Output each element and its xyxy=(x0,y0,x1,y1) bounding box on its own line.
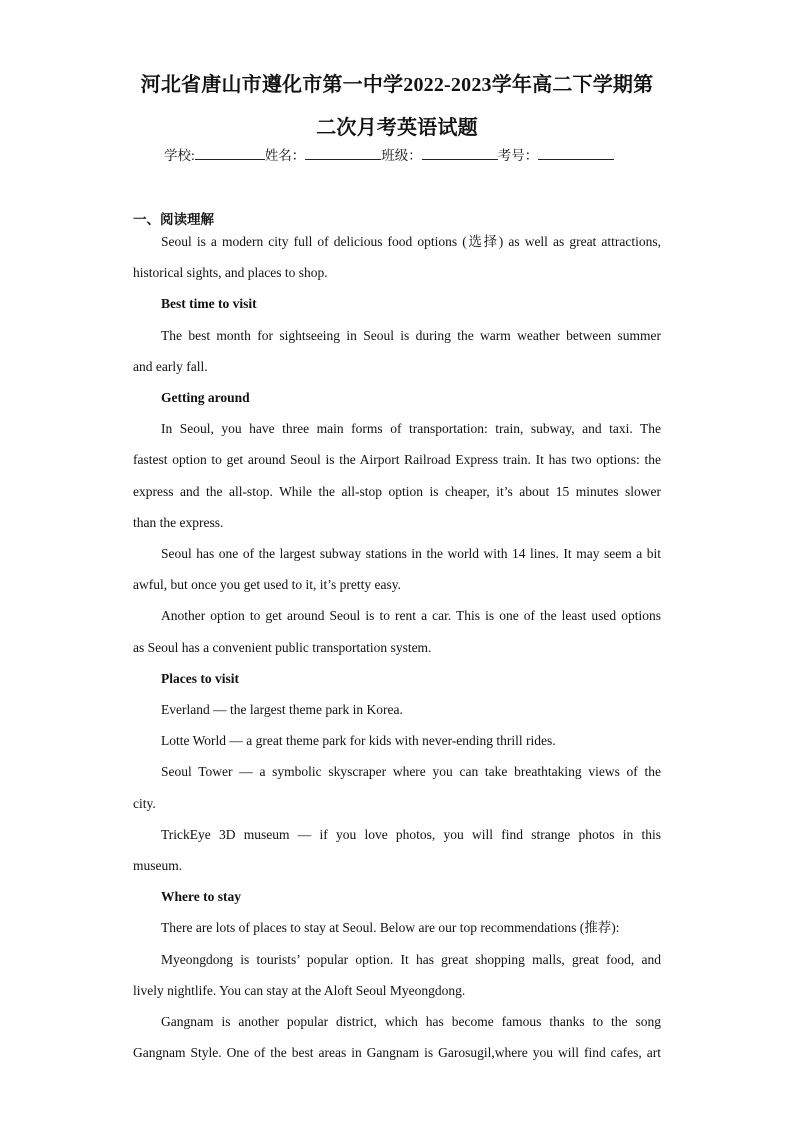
getting-around-line-1: In Seoul, you have three main forms of transportation: train, subway, and taxi. The xyxy=(161,421,661,436)
heading-places-to-visit: Places to visit xyxy=(161,671,239,686)
class-label: 班级： xyxy=(381,148,422,163)
heading-where-to-stay: Where to stay xyxy=(161,889,241,904)
stay-intro-line: There are lots of places to stay at Seoul. Below are our top recommendations (推荐): xyxy=(161,920,620,935)
place-lotte-world: Lotte World — a great theme park for kids with never-ending thrill rides. xyxy=(161,733,556,748)
section-heading-reading: 一、阅读理解 xyxy=(133,212,214,227)
number-label: 考号： xyxy=(497,148,539,163)
myeongdong-line-2: lively nightlife. You can stay at the Aloft Seoul Myeongdong. xyxy=(133,983,466,998)
subway-line-2: awful, but once you get used to it, it’s pretty easy. xyxy=(133,577,401,592)
school-label: 学校: xyxy=(164,148,195,163)
gangnam-line-2: Gangnam Style. One of the best areas in Gangnam is Garosugil,where you will find cafes, art xyxy=(133,1045,661,1060)
intro-line-2: historical sights, and places to shop. xyxy=(133,265,328,280)
number-blank[interactable] xyxy=(538,145,614,160)
place-everland: Everland — the largest theme park in Korea. xyxy=(161,702,403,717)
getting-around-line-3: express and the all-stop. While the all-stop option is cheaper, it’s about 15 minutes slower xyxy=(133,484,661,499)
heading-best-time: Best time to visit xyxy=(161,296,257,311)
place-seoul-tower-line-2: city. xyxy=(133,796,156,811)
rent-car-line-2: as Seoul has a convenient public transportation system. xyxy=(133,640,432,655)
class-blank[interactable] xyxy=(422,145,498,160)
place-trickeye-line-2: museum. xyxy=(133,858,183,873)
gangnam-line-1: Gangnam is another popular district, which has become famous thanks to the song xyxy=(161,1014,661,1029)
school-blank[interactable] xyxy=(195,145,265,160)
rent-car-line-1: Another option to get around Seoul is to rent a car. This is one of the least used options xyxy=(161,608,661,623)
subway-line-1: Seoul has one of the largest subway stations in the world with 14 lines. It may seem a bit xyxy=(161,546,661,561)
place-seoul-tower-line-1: Seoul Tower — a symbolic skyscraper where you can take breathtaking views of the xyxy=(161,764,661,779)
myeongdong-line-1: Myeongdong is tourists’ popular option. It has great shopping malls, great food, and xyxy=(161,952,661,967)
best-time-line-2: and early fall. xyxy=(133,359,208,374)
heading-getting-around: Getting around xyxy=(161,390,250,405)
place-trickeye-line-1: TrickEye 3D museum — if you love photos, you will find strange photos in this xyxy=(161,827,661,842)
exam-title-line-1: 河北省唐山市遵化市第一中学2022-2023学年高二下学期第 xyxy=(140,74,654,96)
best-time-line-1: The best month for sightseeing in Seoul is during the warm weather between summer xyxy=(161,328,661,343)
getting-around-line-4: than the express. xyxy=(133,515,224,530)
name-label: 姓名： xyxy=(264,148,306,163)
intro-line-1: Seoul is a modern city full of delicious food options (选择) as well as great attractions, xyxy=(161,234,661,249)
student-info-row xyxy=(164,144,614,164)
getting-around-line-2: fastest option to get around Seoul is the Airport Railroad Express train. It has two options: the xyxy=(133,452,661,467)
name-blank[interactable] xyxy=(305,145,381,160)
exam-title-line-2: 二次月考英语试题 xyxy=(316,117,478,139)
